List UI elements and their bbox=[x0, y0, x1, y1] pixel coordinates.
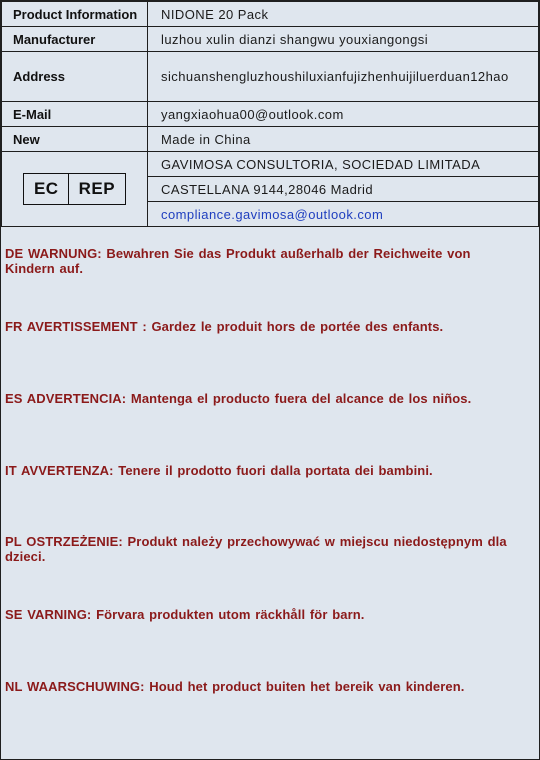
table-row bbox=[2, 152, 539, 177]
ec-rep-symbol bbox=[23, 173, 126, 205]
warning-es: ES ADVERTENCIA: Mantenga el producto fuera del alcance de los niños. bbox=[5, 391, 472, 406]
table-row bbox=[2, 2, 539, 27]
product-information-label: Product Information bbox=[2, 2, 148, 27]
table-row bbox=[2, 27, 539, 52]
warning-pl: PL OSTRZEŻENIE: Produkt należy przechowywać w miejscu niedostępnym dla dzieci. bbox=[5, 534, 507, 564]
warning-se: SE VARNING: Förvara produkten utom räckhåll för barn. bbox=[5, 607, 365, 622]
address-value: sichuanshengluzhoushiluxianfujizhenhuijiluerduan12hao bbox=[148, 52, 539, 102]
address-label: Address bbox=[2, 52, 148, 102]
warning-de: DE WARNUNG: Bewahren Sie das Produkt außerhalb der Reichweite von Kindern auf. bbox=[5, 246, 471, 276]
email-label: E-Mail bbox=[2, 102, 148, 127]
origin-value: Made in China bbox=[148, 127, 539, 152]
product-name-value: NIDONE 20 Pack bbox=[148, 2, 539, 27]
ec-rep-badge-right: REP bbox=[78, 179, 116, 198]
ec-rep-symbol-cell bbox=[2, 152, 148, 227]
warning-it: IT AVVERTENZA: Tenere il prodotto fuori dalla portata dei bambini. bbox=[5, 463, 433, 478]
origin-label: New bbox=[2, 127, 148, 152]
table-row bbox=[2, 127, 539, 152]
product-info-table bbox=[1, 1, 539, 227]
email-value: yangxiaohua00@outlook.com bbox=[148, 102, 539, 127]
ec-rep-company: GAVIMOSA CONSULTORIA, SOCIEDAD LIMITADA bbox=[148, 152, 539, 177]
ec-rep-address: CASTELLANA 9144,28046 Madrid bbox=[148, 177, 539, 202]
ec-rep-email-link[interactable]: compliance.gavimosa@outlook.com bbox=[161, 206, 384, 222]
warning-nl: NL WAARSCHUWING: Houd het product buiten het bereik van kinderen. bbox=[5, 679, 465, 694]
ec-rep-badge-left: EC bbox=[24, 174, 69, 204]
table-row bbox=[2, 52, 539, 102]
table-row bbox=[2, 102, 539, 127]
manufacturer-label: Manufacturer bbox=[2, 27, 148, 52]
warning-fr: FR AVERTISSEMENT : Gardez le produit hors de portée des enfants. bbox=[5, 319, 444, 334]
ec-rep-email-cell bbox=[148, 202, 539, 227]
manufacturer-value: luzhou xulin dianzi shangwu youxiangongsi bbox=[148, 27, 539, 52]
